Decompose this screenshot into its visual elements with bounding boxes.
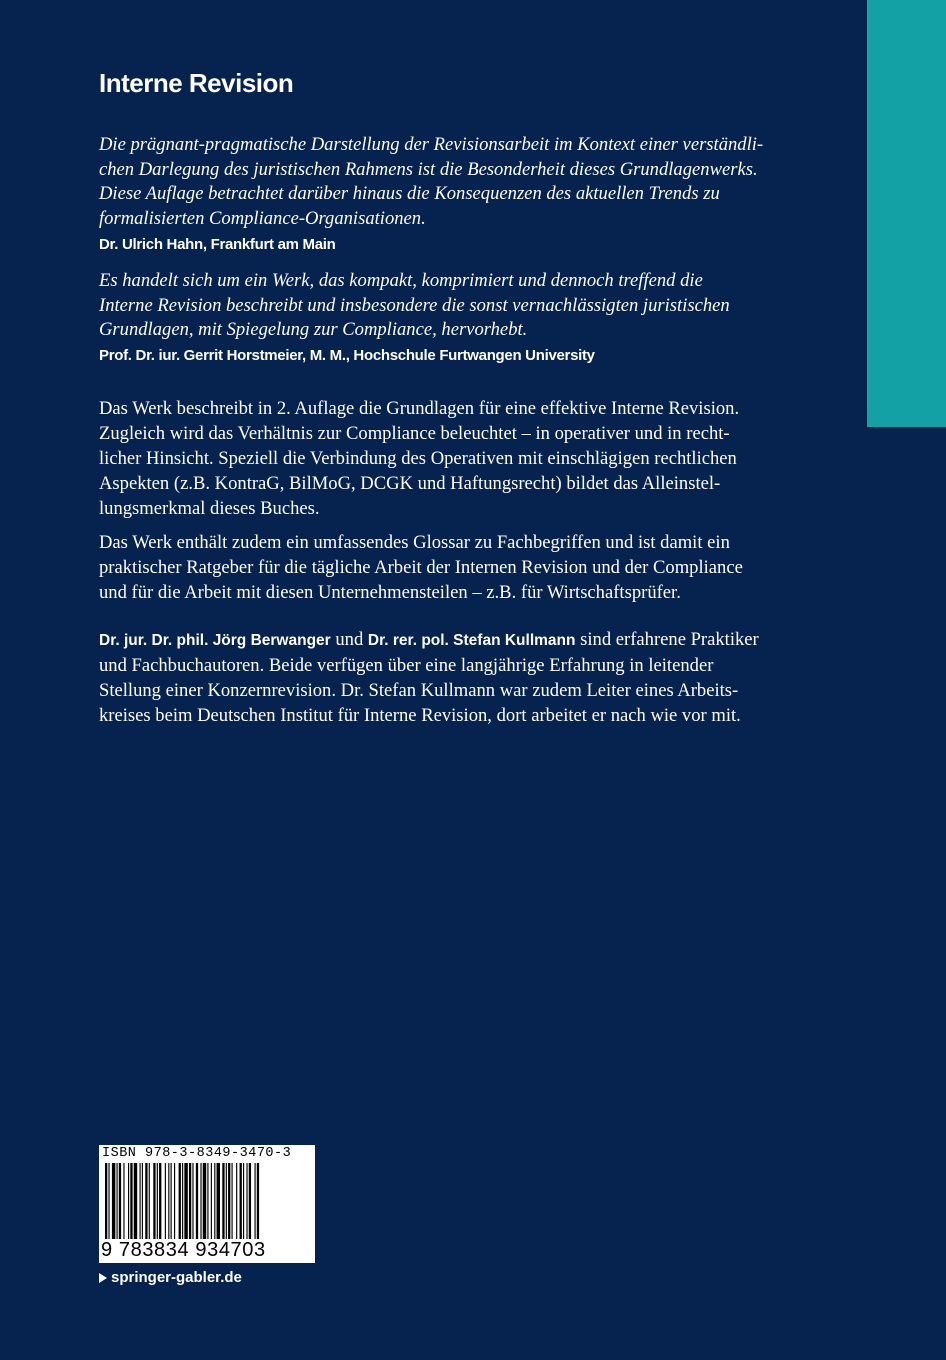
quote-2	[99, 269, 769, 343]
quote-2-source: Prof. Dr. iur. Gerrit Horstmeier, M. M., Hochschule Furtwangen University	[99, 347, 595, 364]
paragraph-line: und für die Arbeit mit diesen Unternehmensteilen – z.B. für Wirtschaftsprüfer.	[99, 582, 681, 603]
paragraph-line: Das Werk beschreibt in 2. Auflage die Grundlagen für eine effektive Interne Revision.	[99, 398, 740, 419]
quote-1-line: chen Darlegung des juristischen Rahmens ist die Besonderheit dieses Grundlagenwerks.	[99, 158, 758, 180]
author-bio-line-1	[99, 627, 769, 653]
paragraph-line: Aspekten (z.B. KontraG, BilMoG, DCGK und Haftungsrecht) bildet das Alleinstel-	[99, 473, 721, 494]
website-text: springer-gabler.de	[111, 1269, 242, 1286]
isbn-barcode	[99, 1145, 315, 1263]
author-1-name: Dr. jur. Dr. phil. Jörg Berwanger	[99, 632, 331, 649]
quote-1-line: Diese Auflage betrachtet darüber hinaus die Konsequenzen des aktuellen Trends zu	[99, 183, 720, 204]
paragraph-line: Das Werk enthält zudem ein umfassendes Glossar zu Fachbegriffen und ist damit ein	[99, 532, 730, 553]
website-link[interactable]	[99, 1269, 242, 1286]
author-bio-text: sind erfahrene Praktiker	[575, 629, 759, 650]
quote-2-line: Interne Revision beschreibt und insbesondere die sonst vernachlässigten juristischen	[99, 294, 730, 316]
isbn-label: ISBN 978-3-8349-3470-3	[102, 1146, 292, 1161]
description-paragraph-1	[99, 396, 769, 521]
author-bio-line: kreises beim Deutschen Institut für Interne Revision, dort arbeitet er nach wie vor mit.	[99, 705, 741, 726]
ean-digits: 9 783834 934703	[101, 1239, 266, 1261]
quote-2-line: Grundlagen, mit Spiegelung zur Compliance, hervorhebt.	[99, 319, 528, 340]
quote-1-line: Die prägnant-pragmatische Darstellung der Revisionsarbeit im Kontext einer verständli-	[99, 134, 764, 155]
quote-1-source: Dr. Ulrich Hahn, Frankfurt am Main	[99, 236, 336, 253]
arrow-right-icon	[99, 1273, 107, 1283]
author-bio	[99, 627, 769, 728]
paragraph-line: praktischer Ratgeber für die tägliche Arbeit der Internen Revision und der Compliance	[99, 557, 743, 578]
paragraph-line: lungsmerkmal dieses Buches.	[99, 498, 320, 519]
author-conjunction: und	[330, 629, 368, 650]
paragraph-line: licher Hinsicht. Speziell die Verbindung des Operativen mit einschlägigen rechtlichen	[99, 448, 737, 469]
author-2-name: Dr. rer. pol. Stefan Kullmann	[367, 632, 576, 649]
author-bio-line: und Fachbuchautoren. Beide verfügen über eine langjährige Erfahrung in leitender	[99, 655, 714, 676]
quote-1	[99, 133, 769, 231]
accent-bar	[867, 0, 946, 427]
paragraph-line: Zugleich wird das Verhältnis zur Compliance beleuchtet – in operativer und in recht-	[99, 423, 730, 444]
author-bio-line: Stellung einer Konzernrevision. Dr. Stefan Kullmann war zudem Leiter eines Arbeits-	[99, 680, 739, 701]
description-paragraph-2	[99, 530, 769, 605]
quote-2-line: Es handelt sich um ein Werk, das kompakt, komprimiert und dennoch treffend die	[99, 270, 703, 291]
quote-1-line: formalisierten Compliance-Organisationen.	[99, 207, 426, 229]
book-title: Interne Revision	[99, 68, 294, 98]
